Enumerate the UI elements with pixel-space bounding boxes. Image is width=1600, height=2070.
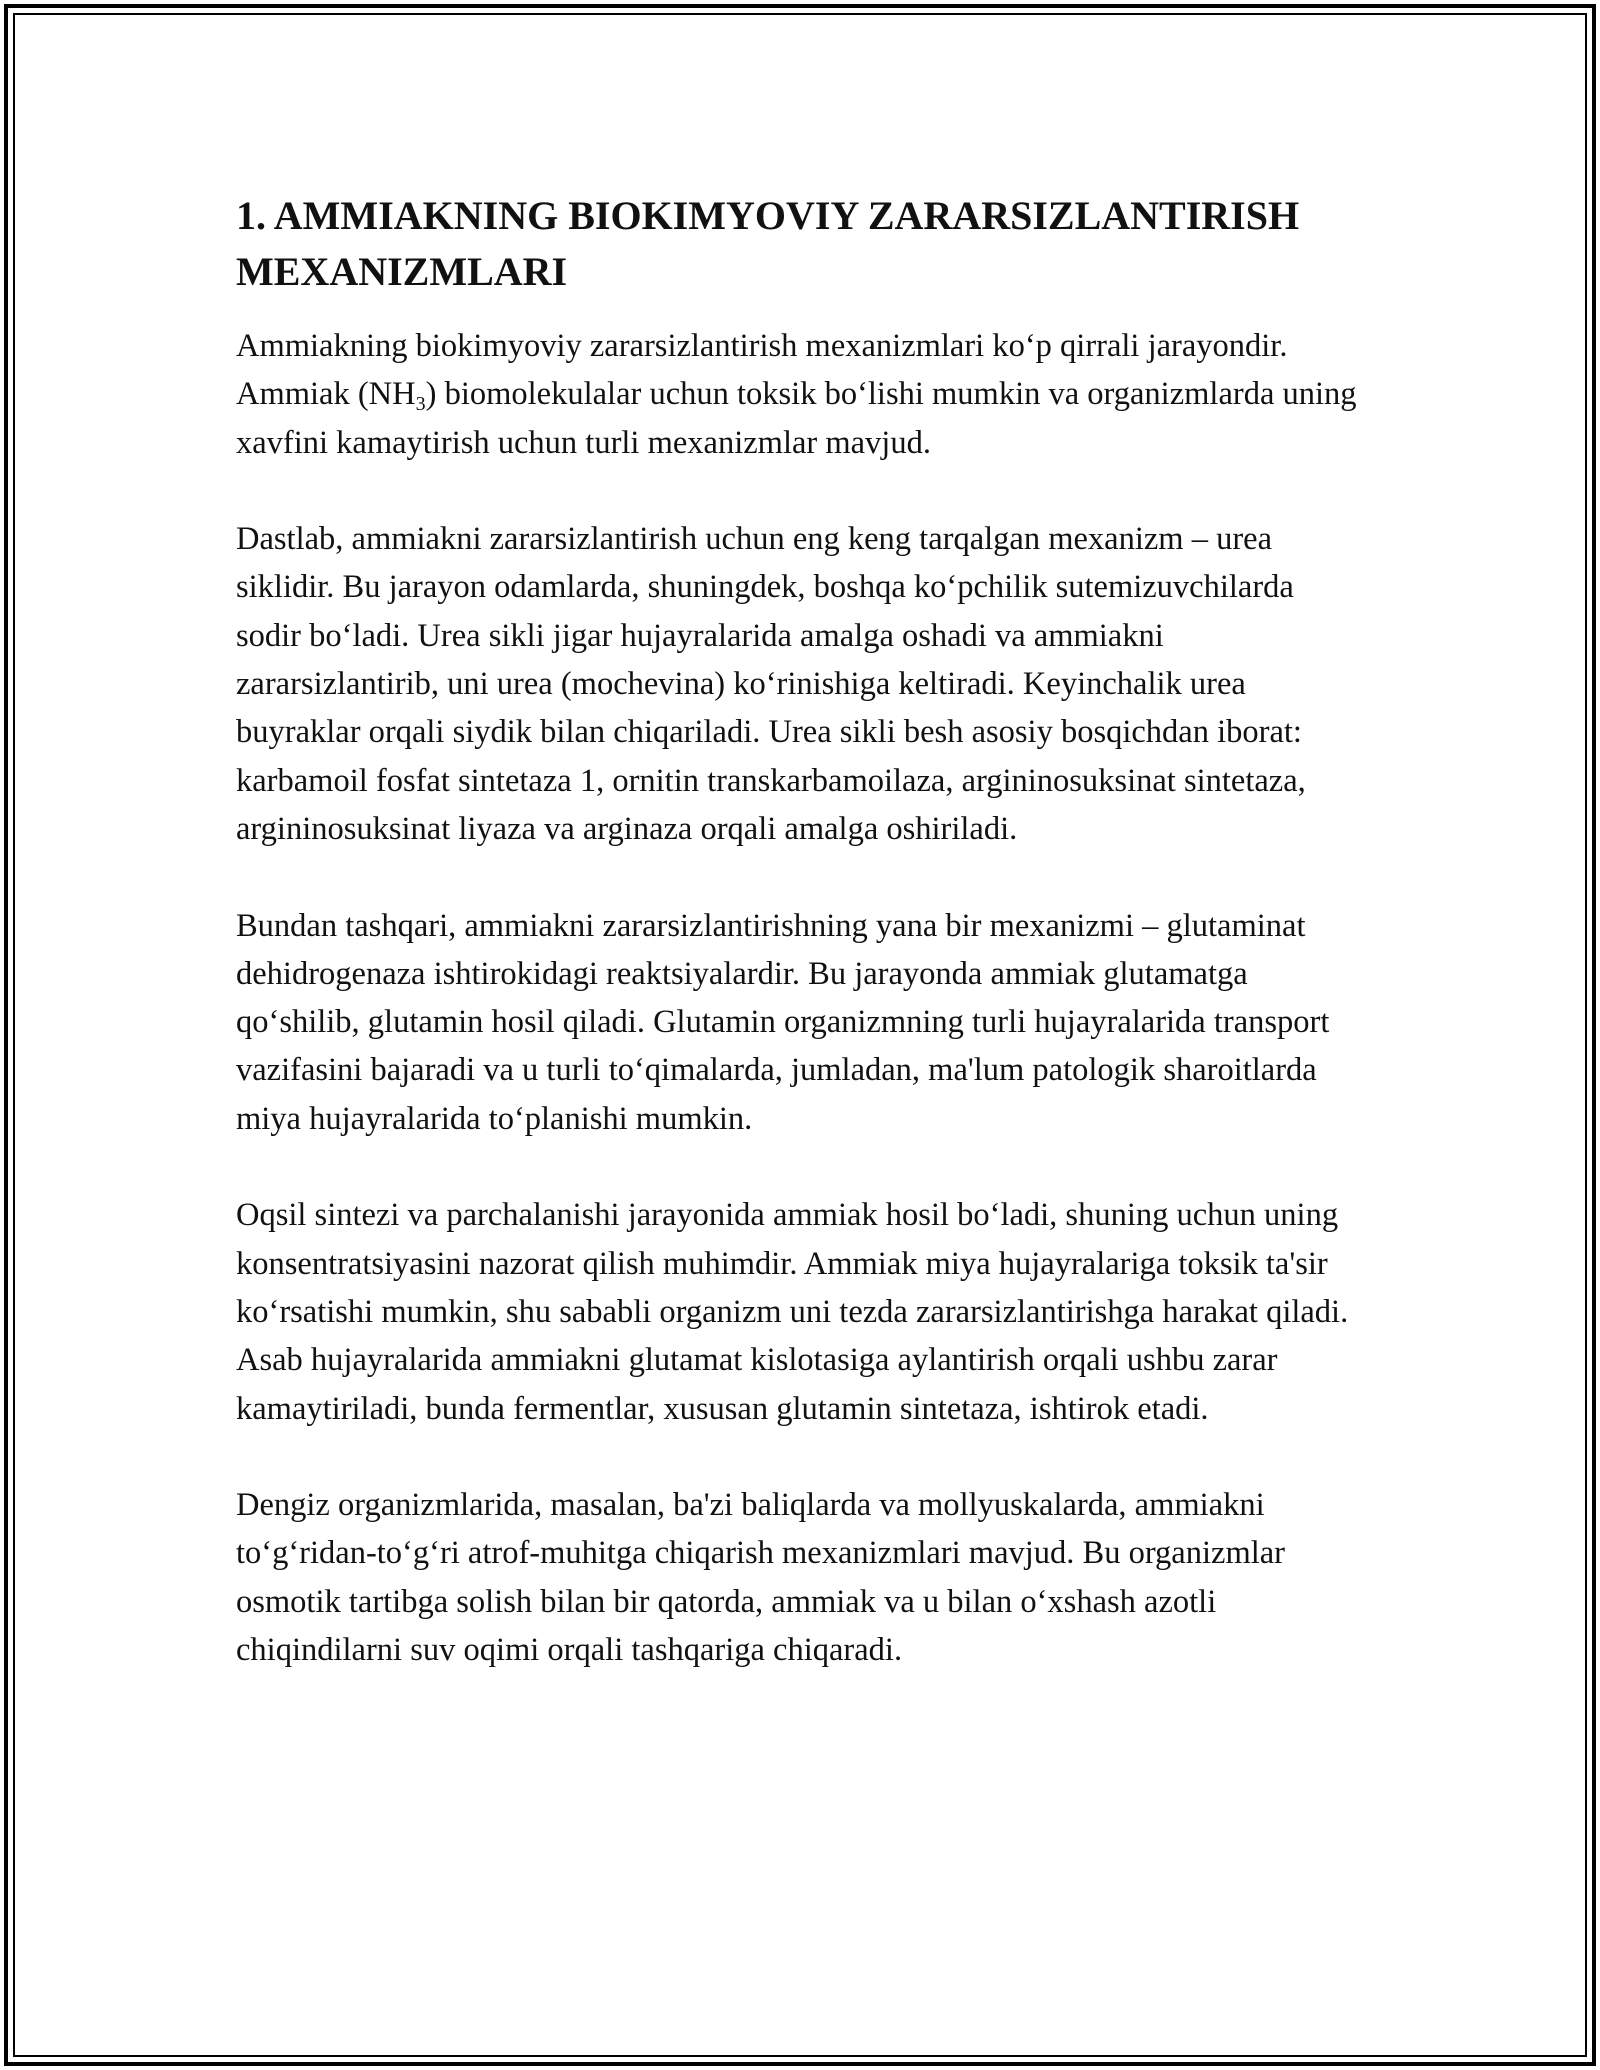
paragraph-urea-cycle: Dastlab, ammiakni zararsizlantirish uchun eng keng tarqalgan mexanizm – urea siklidir. Bu jarayon odamlarda, shuningdek, boshqa ko‘pchilik sutemizuvchilarda sodir bo‘ladi. Urea sikli jigar hujayralarida amalga oshadi va ammiakni zararsizlantirib, uni urea (mochevina) ko‘rinishiga keltiradi. Keyinchalik urea buyraklar orqali siydik bilan chiqariladi. Urea sikli besh asosiy bosqichdan iborat: karbamoil fosfat sintetaza 1, ornitin transkarbamoilaza, argininosuksinat sintetaza, argininosuksinat liyaza va arginaza orqali amalga oshiriladi. <box>236 521 1306 847</box>
paragraph-intro-text-end: ) biomolekulalar uchun toksik bo‘lishi mumkin va organizmlarda uning xavfini kamaytirish uchun turli mexanizmlar mavjud. <box>236 376 1357 461</box>
document-body <box>236 188 1366 1723</box>
formula-subscript: 3 <box>415 393 426 416</box>
paragraph-protein-synthesis: Oqsil sintezi va parchalanishi jarayonida ammiak hosil bo‘ladi, shuning uchun uning konsentratsiyasini nazorat qilish muhimdir. Ammiak miya hujayralariga toksik ta'sir ko‘rsatishi mumkin, shu sababli organizm uni tezda zararsizlantirishga harakat qiladi. Asab hujayralarida ammiakni glutamat kislotasiga aylantirish orqali ushbu zarar kamaytiriladi, bunda fermentlar, xususan glutamin sintetaza, ishtirok etadi. <box>236 1197 1349 1427</box>
paragraph-intro <box>236 322 1366 467</box>
paragraph-intro-text-start: Ammiakning biokimyoviy zararsizlantirish mexanizmlari ko‘p qirrali jarayondir. Ammiak (NH <box>236 328 1288 413</box>
page-title: 1. AMMIAKNING BIOKIMYOVIY ZARARSIZLANTIRISH MEXANIZMLARI <box>236 193 1300 294</box>
paragraph-glutamine: Bundan tashqari, ammiakni zararsizlantirishning yana bir mexanizmi – glutaminat dehidrogenaza ishtirokidagi reaktsiyalardir. Bu jarayonda ammiak glutamatga qo‘shilib, glutamin hosil qiladi. Glutamin organizmning turli hujayralarida transport vazifasini bajaradi va u turli to‘qimalarda, jumladan, ma'lum patologik sharoitlarda miya hujayralarida to‘planishi mumkin. <box>236 907 1330 1137</box>
paragraph-marine-organisms: Dengiz organizmlarida, masalan, ba'zi baliqlarda va mollyuskalarda, ammiakni to‘g‘ridan-to‘g‘ri atrof-muhitga chiqarish mexanizmlari mavjud. Bu organizmlar osmotik tartibga solish bilan bir qatorda, ammiak va u bilan o‘xshash azotli chiqindilarni suv oqimi orqali tashqariga chiqaradi. <box>236 1487 1285 1669</box>
